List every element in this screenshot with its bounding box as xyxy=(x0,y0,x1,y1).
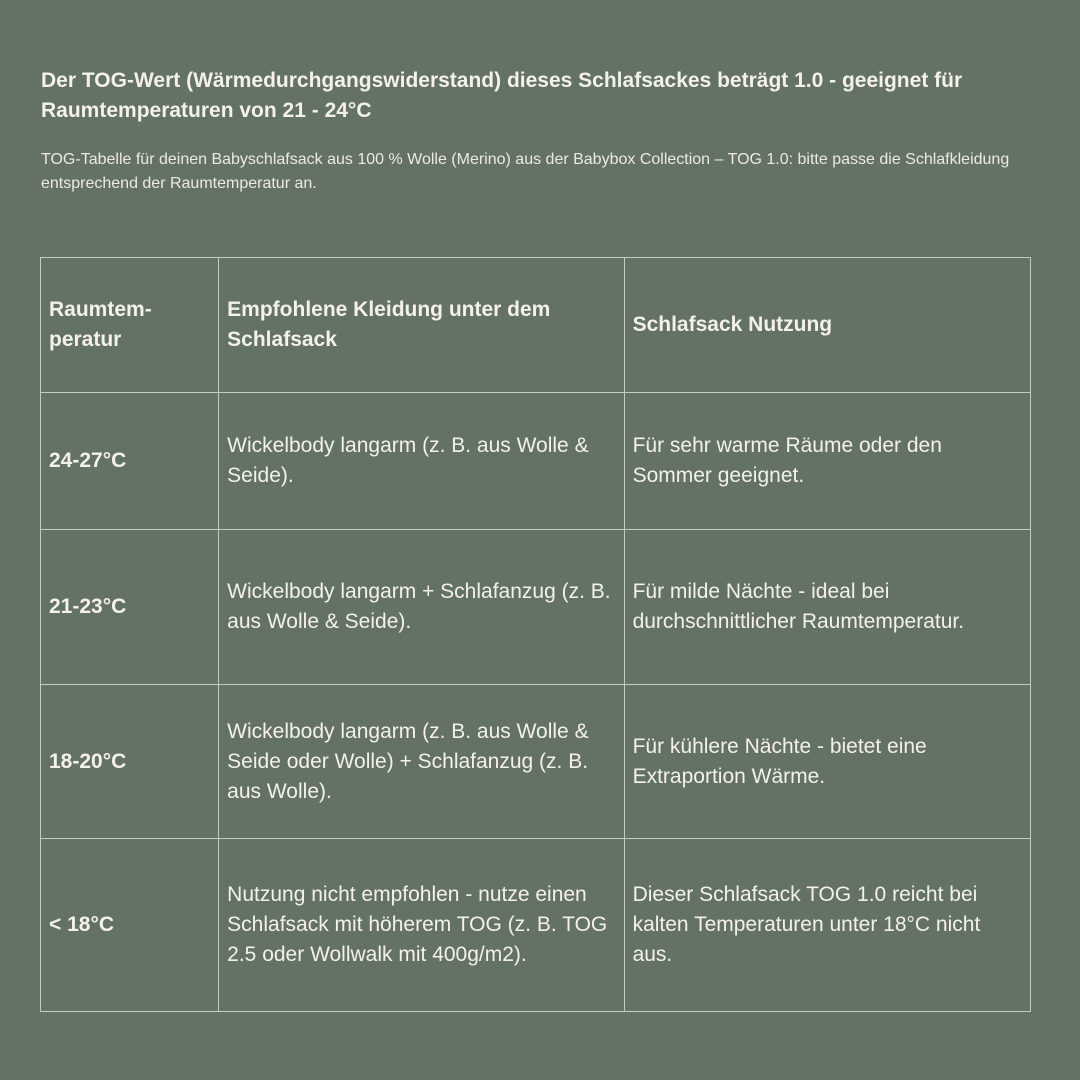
clothing-cell: Nutzung nicht empfohlen - nutze einen Schlafsack mit höherem TOG (z. B. TOG 2.5 oder Wollwalk mit 400g/m2). xyxy=(219,839,624,1012)
temperature-cell: 18-20°C xyxy=(41,685,219,839)
header-sleeping-bag-usage: Schlafsack Nutzung xyxy=(624,258,1030,393)
intro-text: TOG-Tabelle für deinen Babyschlafsack aus 100 % Wolle (Merino) aus der Babybox Collection – TOG 1.0: bitte passe die Schlafkleidung entsprechend der Raumtemperatur an. xyxy=(41,151,1010,192)
clothing-cell: Wickelbody langarm (z. B. aus Wolle & Seide). xyxy=(219,393,624,530)
page-title: Der TOG-Wert (Wärmedurchgangswiderstand) dieses Schlafsackes beträgt 1.0 - geeignet für Raumtemperaturen von 21 - 24°C xyxy=(41,69,963,122)
temperature-cell: < 18°C xyxy=(41,839,219,1012)
table-row xyxy=(41,530,1031,685)
header-recommended-clothing: Empfohlene Kleidung unter dem Schlafsack xyxy=(219,258,624,393)
usage-cell: Für kühlere Nächte - bietet eine Extraportion Wärme. xyxy=(624,685,1030,839)
tog-table xyxy=(40,257,1031,1012)
header-room-temperature: Raumtem-peratur xyxy=(41,258,219,393)
table-header-row xyxy=(41,258,1031,393)
usage-cell: Für milde Nächte - ideal bei durchschnittlicher Raumtemperatur. xyxy=(624,530,1030,685)
clothing-cell: Wickelbody langarm + Schlafanzug (z. B. aus Wolle & Seide). xyxy=(219,530,624,685)
usage-cell: Dieser Schlafsack TOG 1.0 reicht bei kalten Temperaturen unter 18°C nicht aus. xyxy=(624,839,1030,1012)
table-row xyxy=(41,393,1031,530)
table-row xyxy=(41,839,1031,1012)
clothing-cell: Wickelbody langarm (z. B. aus Wolle & Seide oder Wolle) + Schlafanzug (z. B. aus Wolle). xyxy=(219,685,624,839)
table-row xyxy=(41,685,1031,839)
usage-cell: Für sehr warme Räume oder den Sommer geeignet. xyxy=(624,393,1030,530)
temperature-cell: 21-23°C xyxy=(41,530,219,685)
temperature-cell: 24-27°C xyxy=(41,393,219,530)
